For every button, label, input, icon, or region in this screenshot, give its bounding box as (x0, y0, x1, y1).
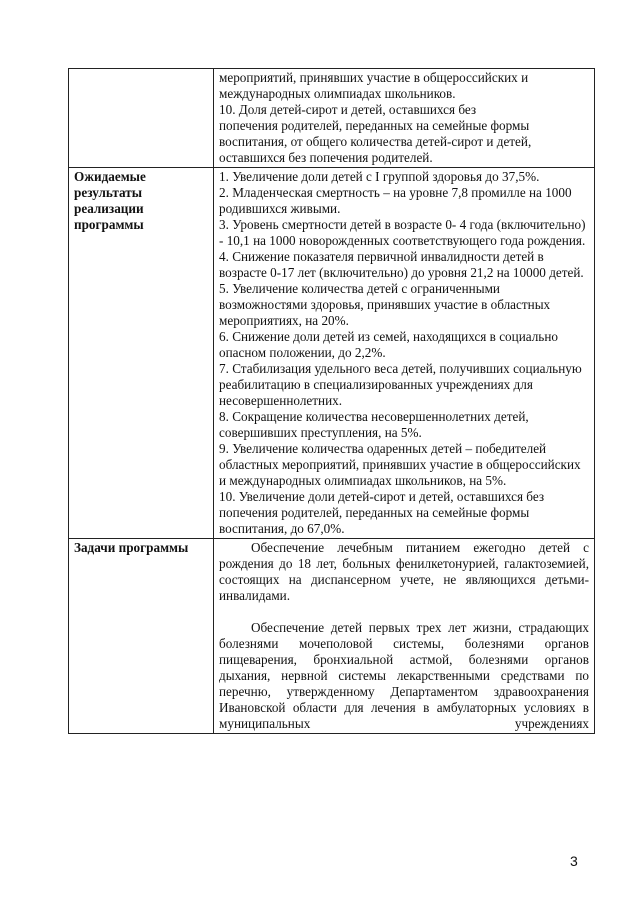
program-passport-table (68, 68, 595, 734)
row-label-empty (69, 69, 214, 168)
result-item: 4. Снижение показателя первичной инвалидности детей в возрасте 0-17 лет (включительно) до уровня 21,2 на 10000 детей. (219, 249, 584, 280)
table-row (69, 69, 595, 168)
text-line: оставшихся без попечения родителей. (219, 150, 433, 165)
task-paragraph: Обеспечение лечебным питанием ежегодно детей с рождения до 18 лет, больных фенилкетонурией, галактоземией, состоящих на диспансерном учете, не являющихся детьми-инвалидами. (219, 540, 589, 603)
table-row (69, 168, 595, 539)
text-line: мероприятий, принявших участие в общероссийских и (219, 70, 529, 85)
result-item: 9. Увеличение количества одаренных детей – победителей областных мероприятий, принявших участие в общероссийских и международных олимпиадах школьников, на 5%. (219, 441, 581, 488)
result-item: 5. Увеличение количества детей с ограниченными возможностями здоровья, принявших участие в областных мероприятиях, на 20%. (219, 281, 551, 328)
program-tasks-cell (214, 539, 595, 734)
row-label-expected-results (69, 168, 214, 539)
page-number: 3 (570, 853, 578, 869)
expected-results-cell (214, 168, 595, 539)
text-line: международных олимпиадах школьников. (219, 86, 456, 101)
label-line: программы (74, 217, 144, 232)
label-line: Ожидаемые (74, 169, 146, 184)
task-paragraph: Обеспечение детей первых трех лет жизни, страдающих болезнями мочеполовой системы, болезнями органов пищеварения, бронхиальной астмой, болезнями органов дыхания, нервной системы лекарственными средствами по перечню, утвержденному Департаментом здравоохранения Ивановской области для лечения в амбулаторных условиях в муниципальных учреждениях (219, 620, 589, 731)
result-item: 10. Увеличение доли детей-сирот и детей, оставшихся без попечения родителей, переданных на семейные формы воспитания, до 67,0%. (219, 489, 545, 536)
result-item: 8. Сокращение количества несовершеннолетних детей, совершивших преступления, на 5%. (219, 409, 529, 440)
result-item: 1. Увеличение доли детей с I группой здоровья до 37,5%. (219, 169, 540, 184)
result-item: 3. Уровень смертности детей в возрасте 0- 4 года (включительно) - 10,1 на 1000 новорожденных соответствующего года рождения. (219, 217, 586, 248)
table-row (69, 539, 595, 734)
row-label-program-tasks: Задачи программы (69, 539, 214, 734)
text-line: попечения родителей, переданных на семейные формы (219, 118, 530, 133)
text-line: воспитания, от общего количества детей-сирот и детей, (219, 134, 532, 149)
result-item: 6. Снижение доли детей из семей, находящихся в социально опасном положении, до 2,2%. (219, 329, 558, 360)
text-line: 10. Доля детей-сирот и детей, оставшихся без (219, 102, 477, 117)
result-item: 7. Стабилизация удельного веса детей, получивших социальную реабилитацию в специализированных учреждениях для несовершеннолетних. (219, 361, 582, 408)
label-line: реализации (74, 201, 144, 216)
label-line: результаты (74, 185, 143, 200)
result-item: 2. Младенческая смертность – на уровне 7,8 промилле на 1000 родившихся живыми. (219, 185, 572, 216)
indicators-continuation-cell (214, 69, 595, 168)
